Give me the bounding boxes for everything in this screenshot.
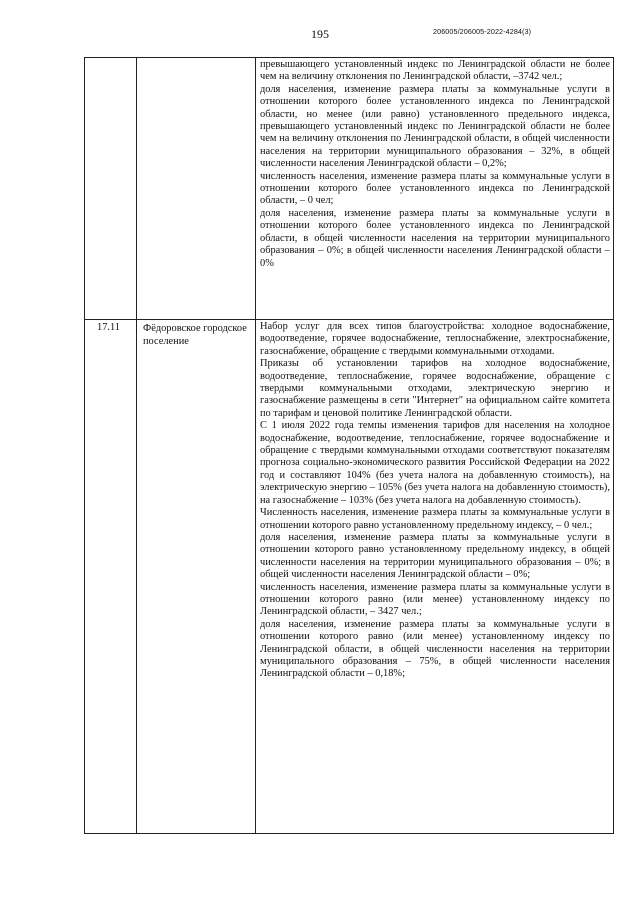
- table-row: [85, 320, 614, 834]
- paragraph: доля населения, изменение размера платы за коммунальные услуги в отношении которого равно установленному предельному индексу, в общей численности населения на территории муниципального образования – 0%; в общей численности населения Ленинградской области – 0%;: [260, 531, 610, 581]
- description-cell: [256, 58, 614, 320]
- paragraph: превышающего установленный индекс по Ленинградской области не более чем на величину отклонения по Ленинградской области, –3742 чел.;: [260, 59, 610, 83]
- document-table: [84, 57, 614, 834]
- municipality-name: [137, 58, 255, 60]
- paragraph: численность населения, изменение размера платы за коммунальные услуги в отношении которого более установленного индекса по Ленинградской области, – 0 чел;: [260, 170, 610, 207]
- municipality-cell: [137, 320, 256, 834]
- paragraph: С 1 июля 2022 года темпы изменения тарифов для населения на холодное водоснабжение, водоотведение, теплоснабжение, горячее водоснабжение и обращение с твердыми коммунальными отходами соответствуют показателям прогноза социально-экономического развития Российской Федерации на 2022 год и составляют 104% (без учета налога на добавленную стоимость), на электрическую энергию – 105% (без учета налога на добавленную стоимость), на газоснабжение – 103% (без учета налога на добавленную стоимость).: [260, 420, 610, 506]
- municipality-cell: [137, 58, 256, 320]
- row-number: 17.11: [97, 322, 120, 333]
- paragraph: Приказы об установлении тарифов на холодное водоснабжение, водоотведение, теплоснабжение, горячее водоснабжение, обращение с твердыми коммунальными отходами, электрическую энергию и газоснабжение размещены в сети "Интернет" на официальном сайте комитета по тарифам и ценовой политике Ленинградской области.: [260, 358, 610, 419]
- row-number: [85, 58, 136, 60]
- page-number: 195: [311, 27, 329, 41]
- table-row: [85, 58, 614, 320]
- description-cell: [256, 320, 614, 834]
- paragraph: доля населения, изменение размера платы за коммунальные услуги в отношении которого равно (или менее) установленному индексу по Ленинградской области, в общей численности населения на территории муниципального образования – 75%, в общей численности населения Ленинградской области – 0,18%;: [260, 618, 610, 680]
- row-number-cell: [85, 320, 137, 834]
- municipality-name: Фёдоровское городское поселение: [143, 323, 247, 347]
- row-number-cell: [85, 58, 137, 320]
- paragraph: доля населения, изменение размера платы за коммунальные услуги в отношении которого более установленного индекса по Ленинградской области, но менее (или равно) установленного предельного индекса, превышающего установленный индекс по Ленинградской области не более чем на величину отклонения по Ленинградской области, в общей численности населения на территории муниципального образования – 32%, в общей численности населения Ленинградской области – 0,2%;: [260, 83, 610, 170]
- paragraph: численность населения, изменение размера платы за коммунальные услуги в отношении которого равно (или менее) установленному индексу по Ленинградской области, – 3427 чел.;: [260, 581, 610, 618]
- document-code: 206005/206005-2022-4284(3): [433, 27, 532, 36]
- paragraph: Численность населения, изменение размера платы за коммунальные услуги в отношении которого равно установленному предельному индексу, – 0 чел.;: [260, 507, 610, 531]
- paragraph: доля населения, изменение размера платы за коммунальные услуги в отношении которого более установленного индекса по Ленинградской области, в общей численности населения на территории муниципального образования – 0%; в общей численности населения Ленинградской области – 0%: [260, 207, 610, 269]
- paragraph: Набор услуг для всех типов благоустройства: холодное водоснабжение, водоотведение, горячее водоснабжение, теплоснабжение, электроснабжение, газоснабжение, обращение с твердыми коммунальными отходами.: [260, 321, 610, 357]
